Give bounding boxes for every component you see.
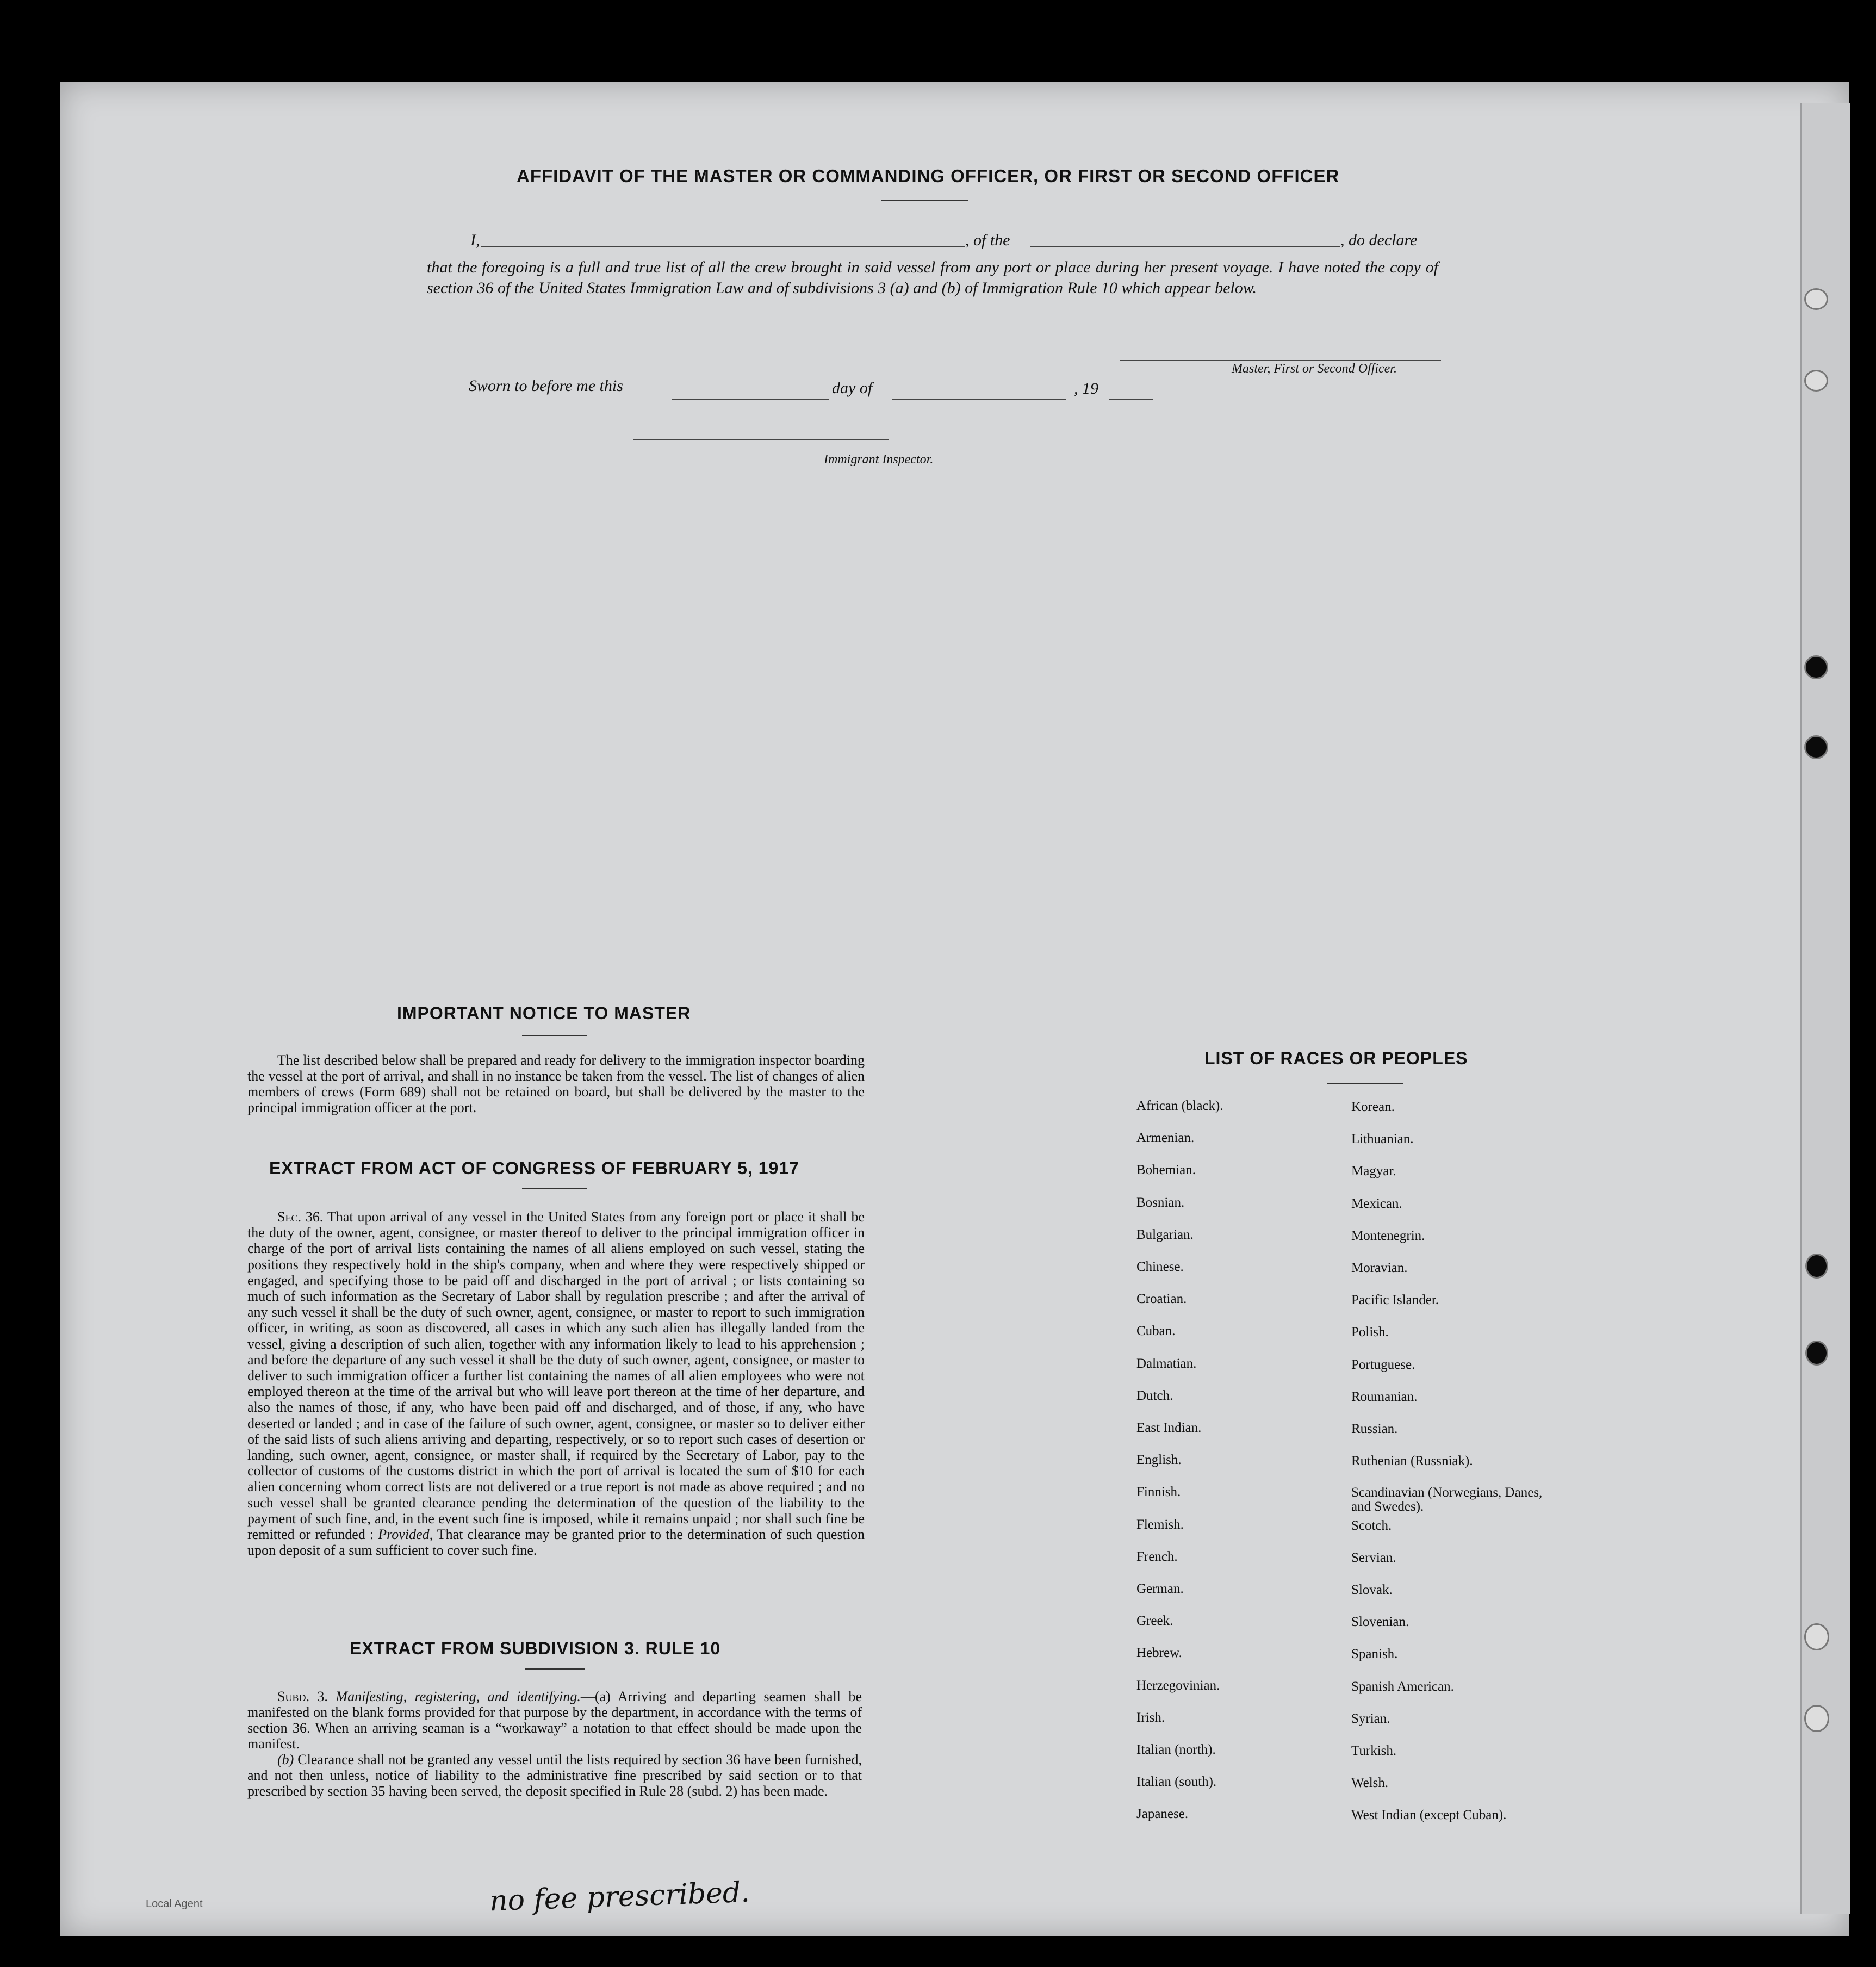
race-right-item: Roumanian.: [1351, 1389, 1418, 1404]
race-left-item: Finnish.: [1136, 1485, 1181, 1500]
race-left-item: Hebrew.: [1136, 1646, 1182, 1661]
affidavit-title-rule: [881, 200, 968, 201]
race-left-item: Dalmatian.: [1136, 1356, 1197, 1371]
binding-hole-3: [1805, 1254, 1828, 1279]
inspector-label: Immigrant Inspector.: [824, 452, 934, 467]
race-right-item: Ruthenian (Russniak).: [1351, 1454, 1473, 1469]
race-right-item: Lithuanian.: [1351, 1132, 1414, 1147]
extract-rule-title: EXTRACT FROM SUBDIVISION 3. RULE 10: [350, 1639, 721, 1658]
race-right-item: Scandinavian (Norwegians, Danes, and Swedes).: [1351, 1485, 1543, 1515]
binding-hole-6: [1804, 1705, 1829, 1732]
year-text: , 19: [1074, 380, 1098, 398]
race-left-item: English.: [1136, 1453, 1182, 1468]
section-36-label: Sec. 36.: [277, 1209, 324, 1225]
race-left-item: Greek.: [1136, 1614, 1173, 1629]
section-36-text: That upon arrival of any vessel in the United States from any foreign port or place it shall be the duty of the owner, agent, consignee, or master thereof to deliver to the principal immigration officer in charge of the port of arrival lists containing the names of all aliens employed on such vessel, stating the positions they respectively hold in the ship's company, when and where they were respectively shipped or engaged, and specifying those to be paid off and discharged in the port of arrival ; or lists containing so much of such information as the Secretary of Labor shall by regulation prescribe ; and after the arrival of any such vessel it shall be the duty of such owner, agent, consignee, or master to report to such immigration officer, in writing, as soon as discovered, all cases in which any such alien has illegally landed from the vessel, giving a description of such alien, together with any information likely to lead to his apprehension ; and before the departure of any such vessel it shall be the duty of such owner, agent, consignee, or master to deliver to such immigration officer a further list containing the names of all alien employees who were not employed thereon at the time of the arrival but who will leave port thereon at the time of her departure, and also the names of those, if any, who have been paid off and discharged, and of those, if any, who have deserted or landed ; and in case of the failure of such owner, agent, consignee, or master so to deliver either of the said lists of such aliens arriving and departing, respectively, or so to report such cases of desertion or landing, such owner, agent, consignee, or master shall, if required by the Secretary of Labor, pay to the collector of customs of the customs district in which the port of arrival is located the sum of $10 for each alien concerning whom correct lists are not delivered or a true report is not made as above required ; and no such vessel shall be granted clearance pending the determination of the question of the liability to the payment of such fine, and, in the event such fine is imposed, while it remains unpaid ; nor shall such fine be remitted or refunded :: [247, 1209, 865, 1543]
provided-text: That clearance may be granted prior to the determination of such question upon deposit of a sum sufficient to cover such fine.: [247, 1527, 865, 1559]
race-right-item: Servian.: [1351, 1550, 1396, 1565]
sworn-day-blank: [672, 399, 829, 400]
race-left-item: Italian (south).: [1136, 1774, 1217, 1790]
race-right-item: Slovak.: [1351, 1583, 1393, 1597]
affidavit-line1-end: , do declare: [1340, 231, 1418, 249]
notice-title-rule: [522, 1035, 587, 1036]
race-left-item: Cuban.: [1136, 1324, 1176, 1339]
race-right-item: West Indian (except Cuban).: [1351, 1808, 1507, 1823]
race-right-item: Slovenian.: [1351, 1615, 1409, 1630]
notice-title: IMPORTANT NOTICE TO MASTER: [397, 1003, 691, 1023]
race-right-item: Magyar.: [1351, 1164, 1396, 1179]
race-right-item: Spanish American.: [1351, 1679, 1454, 1694]
race-left-item: Flemish.: [1136, 1517, 1184, 1532]
extract-act-rule: [522, 1188, 587, 1189]
extract-act-body: [247, 1209, 865, 1558]
binding-hole-2: [1804, 735, 1828, 759]
race-right-item: Spanish.: [1351, 1647, 1398, 1662]
month-blank: [892, 399, 1066, 400]
race-left-item: East Indian.: [1136, 1420, 1202, 1435]
binding-hole-5: [1804, 1623, 1829, 1650]
race-left-item: Japanese.: [1136, 1807, 1189, 1822]
race-left-item: Dutch.: [1136, 1388, 1173, 1403]
affidavit-title: AFFIDAVIT OF THE MASTER OR COMMANDING OFFICER, OR FIRST OR SECOND OFFICER: [517, 166, 1340, 186]
race-left-item: Croatian.: [1136, 1292, 1187, 1307]
race-right-item: Welsh.: [1351, 1776, 1389, 1791]
race-left-item: Armenian.: [1136, 1131, 1195, 1146]
day-of-text: day of: [832, 379, 873, 397]
race-right-item: Polish.: [1351, 1325, 1389, 1340]
race-left-item: Bulgarian.: [1136, 1227, 1194, 1242]
race-right-item: Portuguese.: [1351, 1357, 1415, 1372]
binding-hole-7: [1804, 288, 1828, 310]
race-right-item: Korean.: [1351, 1100, 1395, 1114]
race-right-item: Mexican.: [1351, 1196, 1402, 1211]
race-left-item: Bohemian.: [1136, 1163, 1196, 1178]
inspector-blank: [633, 439, 889, 440]
document-sheet: [60, 82, 1849, 1936]
provided-label: Provided,: [378, 1527, 433, 1543]
race-right-item: Russian.: [1351, 1422, 1398, 1436]
signature-blank: [1120, 360, 1441, 361]
race-left-item: Irish.: [1136, 1710, 1165, 1725]
extract-rule-body: [247, 1689, 862, 1799]
race-left-item: African (black).: [1136, 1099, 1223, 1113]
binding-hole-8: [1804, 370, 1828, 392]
notice-body: The list described below shall be prepared and ready for delivery to the immigration inspector boarding the vessel at the port of arrival, and shall in no instance be taken from the vessel. The list of changes of alien members of crews (Form 689) shall not be retained on board, but shall be delivered by the master to the principal immigration officer at the port.: [247, 1052, 865, 1115]
race-left-item: German.: [1136, 1581, 1184, 1596]
race-left-item: French.: [1136, 1549, 1178, 1564]
race-right-item: Scotch.: [1351, 1518, 1392, 1533]
handwritten-note: no fee prescribed.: [489, 1876, 750, 1918]
para-a: —(a) Arriving and departing seamen shall be manifested on the blank forms provided for that purpose by the department, in accordance with the terms of section 36. When an arriving seaman is a “workaway” a notation to that effect should be made upon the manifest.: [247, 1689, 862, 1752]
subd-heading: Manifesting, registering, and identifying.: [336, 1689, 581, 1704]
races-title-rule: [1327, 1083, 1403, 1084]
extract-rule-rule: [525, 1668, 585, 1670]
race-left-item: Bosnian.: [1136, 1195, 1185, 1210]
local-agent-label: Local Agent: [146, 1898, 203, 1910]
race-right-item: Moravian.: [1351, 1261, 1408, 1275]
sworn-text: Sworn to before me this: [469, 377, 623, 395]
affidavit-line1-start: I,: [470, 231, 480, 249]
year-blank: [1109, 399, 1153, 400]
name-blank: [481, 246, 965, 247]
race-left-item: Italian (north).: [1136, 1742, 1216, 1757]
race-right-item: Montenegrin.: [1351, 1228, 1425, 1243]
race-right-item: Syrian.: [1351, 1711, 1390, 1726]
race-right-item: Pacific Islander.: [1351, 1293, 1439, 1308]
signature-label: Master, First or Second Officer.: [1232, 362, 1397, 376]
binding-hole-4: [1805, 1341, 1828, 1366]
para-b: Clearance shall not be granted any vessel until the lists required by section 36 have been furnished, and not then unless, notice of liability to the administrative fine prescribed by said section or to that prescribed by section 35 having been served, the deposit specified in Rule 28 (subd. 2) has been made.: [247, 1752, 862, 1799]
races-title: LIST OF RACES OR PEOPLES: [1204, 1048, 1468, 1068]
vessel-blank: [1030, 246, 1340, 247]
para-b-label: (b): [277, 1752, 294, 1767]
subd-label: Subd. 3.: [277, 1689, 328, 1704]
race-right-item: Turkish.: [1351, 1743, 1397, 1758]
race-left-item: Chinese.: [1136, 1259, 1184, 1274]
affidavit-line1-mid: , of the: [965, 231, 1010, 249]
race-left-item: Herzegovinian.: [1136, 1678, 1220, 1693]
binding-hole-1: [1804, 655, 1828, 679]
affidavit-body: that the foregoing is a full and true list of all the crew brought in said vessel from any port or place during her present voyage. I have noted the copy of section 36 of the United States Immigration Law and of subdivisions 3 (a) and (b) of Immigration Rule 10 which appear below.: [427, 258, 1438, 297]
extract-act-title: EXTRACT FROM ACT OF CONGRESS OF FEBRUARY 5, 1917: [269, 1158, 799, 1178]
